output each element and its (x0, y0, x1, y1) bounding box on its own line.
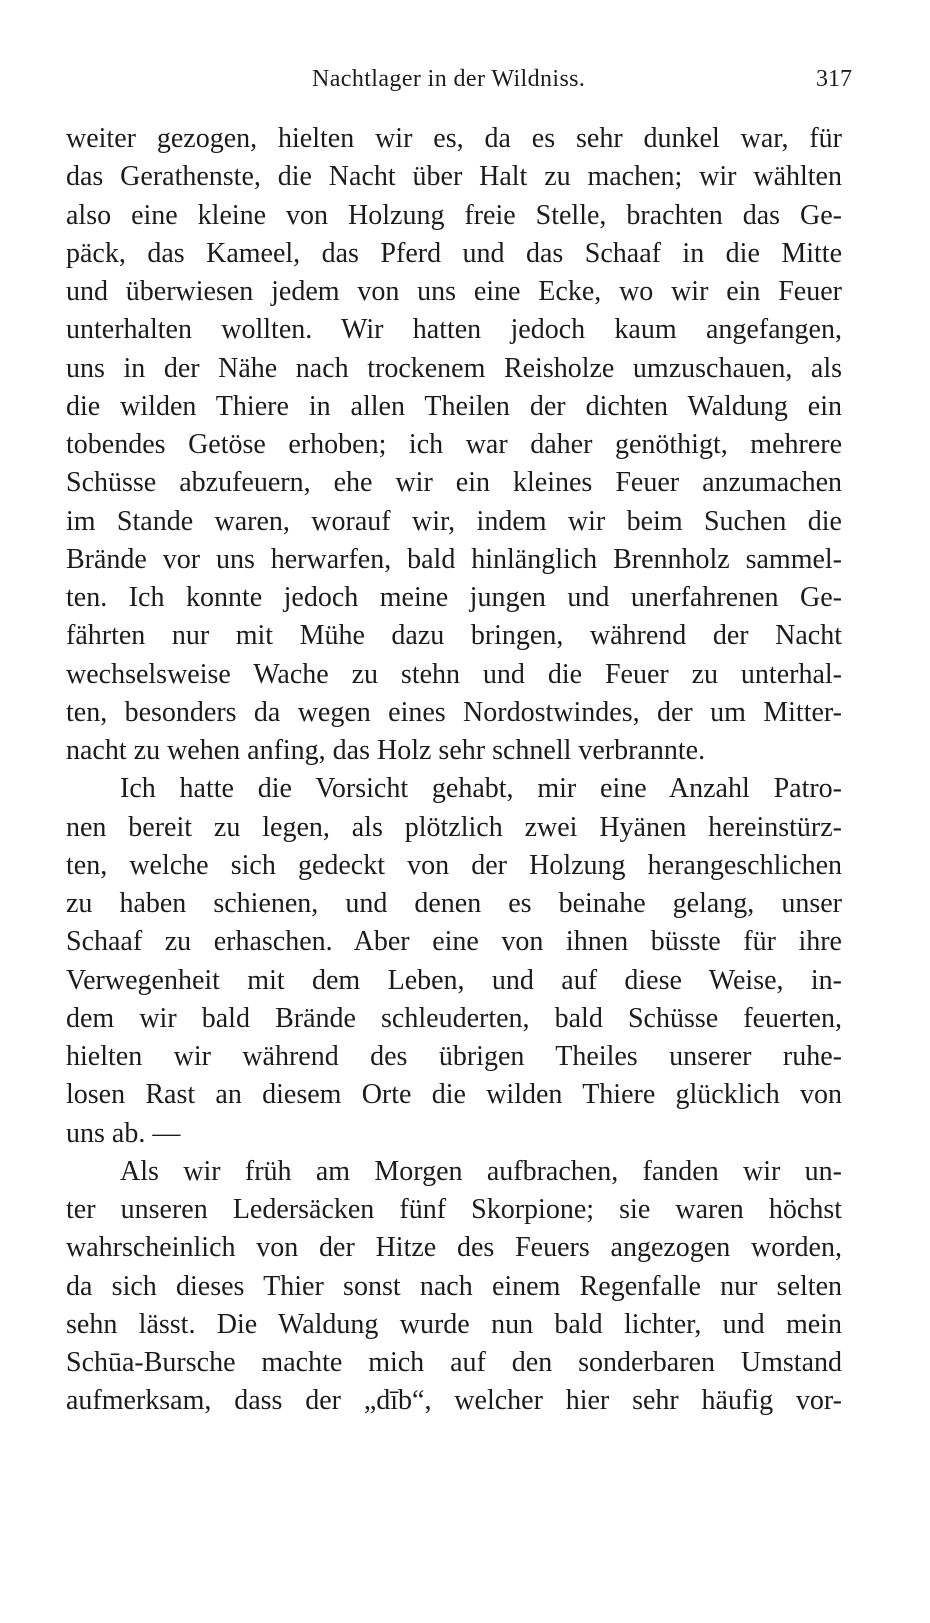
text-line: also eine kleine von Holzung freie Stelle, brachten das Ge- (66, 199, 842, 231)
text-line: unterhalten wollten. Wir hatten jedoch kaum angefangen, (66, 314, 842, 346)
text-line: Schüsse abzufeuern, ehe wir ein kleines Feuer anzumachen (66, 467, 842, 499)
text-line: da sich dieses Thier sonst nach einem Regenfalle nur selten (66, 1270, 842, 1302)
text-line: uns in der Nähe nach trockenem Reisholze umzuschauen, als (66, 352, 842, 384)
text-line: Brände vor uns herwarfen, bald hinlänglich Brennholz sammel- (66, 543, 842, 575)
paragraph-start-line: Als wir früh am Morgen aufbrachen, fanden wir un- (120, 1155, 842, 1187)
text-line: hielten wir während des übrigen Theiles unserer ruhe- (66, 1041, 842, 1072)
text-line: und überwiesen jedem von uns eine Ecke, wo wir ein Feuer (66, 276, 842, 307)
text-line: wahrscheinlich von der Hitze des Feuers angezogen worden, (66, 1232, 842, 1264)
running-head (0, 62, 930, 96)
paragraph-end-line: uns ab. — (66, 1117, 181, 1149)
text-line: das Gerathenste, die Nacht über Halt zu machen; wir wählten (66, 161, 842, 193)
text-line: aufmerksam, dass der „dīb“, welcher hier sehr häufig vor- (66, 1385, 842, 1417)
text-line: im Stande waren, worauf wir, indem wir beim Suchen die (66, 505, 842, 537)
text-line: nen bereit zu legen, als plötzlich zwei Hyänen hereinstürz- (66, 811, 842, 843)
text-line: ten, welche sich gedeckt von der Holzung herangeschlichen (66, 849, 842, 881)
text-line: sehn lässt. Die Waldung wurde nun bald lichter, und mein (66, 1308, 842, 1340)
text-line: Verwegenheit mit dem Leben, und auf diese Weise, in- (66, 964, 842, 996)
paragraph-end-line: nacht zu wehen anfing, das Holz sehr schnell verbrannte. (66, 735, 706, 766)
text-line: weiter gezogen, hielten wir es, da es sehr dunkel war, für (66, 123, 842, 154)
body-text (66, 120, 842, 1421)
paragraph-start-line: Ich hatte die Vorsicht gehabt, mir eine Anzahl Patro- (120, 773, 842, 805)
text-line: ten, besonders da wegen eines Nordostwindes, der um Mitter- (66, 696, 842, 728)
text-line: losen Rast an diesem Orte die wilden Thiere glücklich von (66, 1079, 842, 1111)
text-line: Schūa-Bursche machte mich auf den sonderbaren Umstand (66, 1347, 842, 1378)
text-line: ter unseren Ledersäcken fünf Skorpione; sie waren höchst (66, 1194, 842, 1225)
text-line: Schaaf zu erhaschen. Aber eine von ihnen büsste für ihre (66, 926, 842, 958)
text-line: fährten nur mit Mühe dazu bringen, während der Nacht (66, 620, 842, 652)
text-line: die wilden Thiere in allen Theilen der dichten Waldung ein (66, 390, 842, 422)
text-line: tobendes Getöse erhoben; ich war daher genöthigt, mehrere (66, 429, 842, 460)
text-line: zu haben schienen, und denen es beinahe gelang, unser (66, 888, 842, 919)
text-line: päck, das Kameel, das Pferd und das Schaaf in die Mitte (66, 237, 842, 269)
page-number: 317 (816, 66, 852, 92)
text-line: ten. Ich konnte jedoch meine jungen und unerfahrenen Ge- (66, 582, 842, 613)
text-line: wechselsweise Wache zu stehn und die Feuer zu unterhal- (66, 658, 842, 690)
running-title: Nachtlager in der Wildniss. (312, 66, 586, 92)
text-line: dem wir bald Brände schleuderten, bald Schüsse feuerten, (66, 1002, 842, 1034)
